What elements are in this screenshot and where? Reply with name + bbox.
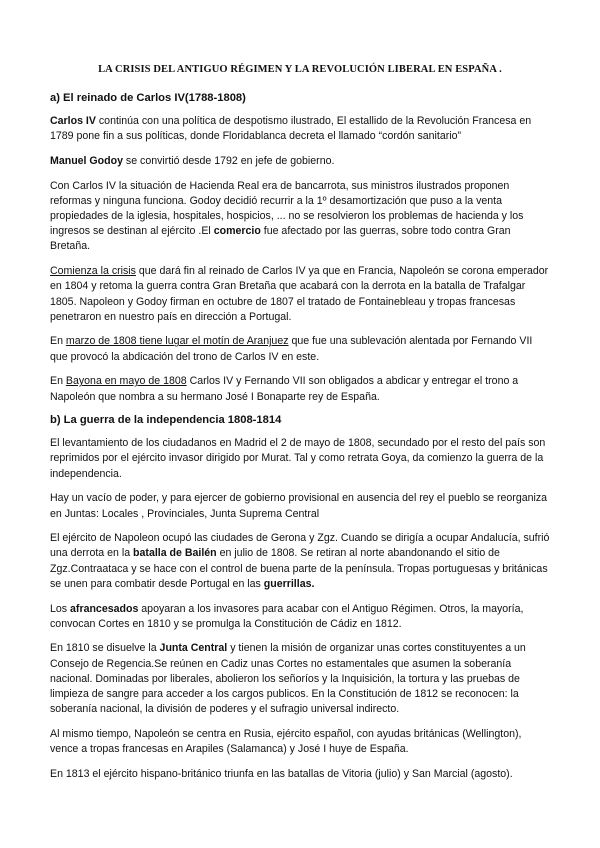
section-b-heading: b) La guerra de la independencia 1808-1814 — [50, 414, 282, 427]
paragraph-rusia: Al mismo tiempo, Napoleón se centra en Rusia, ejército español, con ayudas británicas (Wellington), vence a tropas francesas en Arapiles (Salamanca) y José I huye de España. — [50, 728, 522, 756]
underlined-term: marzo de 1808 tiene lugar el motín de Aranjuez — [65, 335, 289, 348]
title-text: LA CRISIS DEL ANTIGUO RÉGIMEN Y LA REVOLUCIÓN LIBERAL EN ESPAÑA — [98, 64, 497, 75]
paragraph-bayona — [50, 374, 552, 404]
paragraph-text: En 1810 se disuelve la — [50, 642, 160, 655]
paragraph-text: en julio de 1808. Se retiran al norte abandonando el sitio de Zgz.Contraataca y se hace con el control de buena parte de la península. Tropas portuguesas y británicas se unen para combatir desde Portugal en las — [50, 547, 548, 590]
paragraph-text: En — [50, 375, 66, 388]
document-title — [0, 64, 600, 75]
bold-term: comercio — [213, 225, 261, 238]
bold-term: guerrillas. — [263, 577, 315, 590]
paragraph-text: Con Carlos IV la situación de Hacienda Real era de bancarrota, sus ministros ilustrados proponen reformas y ninguna funciona. Godoy decidió recurrir a la 1º desamortización que puso a la venta propiedades de la iglesia, hospitales, hospicios, ... no se resolvieron los problemas de hacienda y los ingresos se destinan al ejército .El — [50, 179, 524, 238]
paragraph-1813: En 1813 el ejército hispano-británico triunfa en las batallas de Vitoria (julio) y San Marcial (agosto). — [50, 767, 513, 780]
paragraph-juntas: Hay un vacío de poder, y para ejercer de gobierno provisional en ausencia del rey el pueblo se reorganiza en Juntas: Locales , Provinciales, Junta Suprema Central — [50, 492, 548, 520]
paragraph-godoy — [50, 154, 552, 169]
paragraph-bailen — [50, 531, 552, 592]
paragraph-carlos-iv — [50, 114, 552, 144]
paragraph-text: y tienen la misión de organizar unas cortes constituyentes a un Consejo de Regencia.Se reúnen en Cadiz unas Cortes no estamentales que asumen la soberanía nacional. Dominadas por liberales, abolieron los señoríos y la Inquisición, la tortura y las pruebas de limpieza de sangre para acceder a los cargos publicos. En la Constitución de 1812 se reconocen: la soberanía nacional, la división de poderes y el sufragio universal indirecto. — [50, 642, 526, 716]
document-body — [50, 92, 552, 792]
paragraph-text: Carlos IV y Fernando VII son obligados a abdicar y entregar el trono a Napoleón que nombra a su hermano José I Bonaparte rey de España. — [50, 375, 519, 403]
underlined-term: Bayona en mayo de 1808 — [65, 375, 187, 388]
paragraph-crisis — [50, 264, 552, 325]
paragraph-text: que fue una sublevación alentada por Fernando VII que provocó la abdicación del trono de Carlos IV en este. — [50, 335, 533, 363]
paragraph-text: que dará fin al reinado de Carlos IV ya que en Francia, Napoleón se corona emperador en 1804 y retoma la guerra contra Gran Bretaña que acabará con la derrota en la batalla de Trafalgar 1805. Napoleon y Godoy firman en octubre de 1807 el tratado de Fontainebleau y tropas francesas penetraron en nuestro país en dirección a Portugal. — [50, 265, 549, 323]
paragraph-text: En — [50, 335, 66, 348]
underlined-term: Comienza la crisis — [50, 265, 136, 278]
section-a-heading: a) El reinado de Carlos IV(1788-1808) — [50, 92, 246, 104]
bold-term: Carlos IV — [50, 115, 96, 127]
bold-term: Junta Central — [159, 642, 228, 655]
bold-term: Manuel Godoy — [50, 154, 123, 167]
paragraph-text: se convirtió desde 1792 en jefe de gobierno. — [122, 154, 335, 167]
paragraph-afrancesados — [50, 602, 552, 632]
bold-term: afrancesados — [70, 602, 139, 615]
paragraph-levantamiento: El levantamiento de los ciudadanos en Madrid el 2 de mayo de 1808, secundado por el resto del país son reprimidos por el ejército invasor dirigido por Murat. Tal y como retrata Goya, da comienzo la guerra de la independencia. — [50, 437, 546, 480]
paragraph-hacienda — [50, 179, 552, 255]
paragraph-text: apoyaran a los invasores para acabar con el Antiguo Régimen. Otros, la mayoría, convocan Cortes en 1810 y se promulga la Constitución de Cádiz en 1812. — [50, 602, 524, 630]
bold-term: batalla de Bailén — [133, 547, 217, 560]
paragraph-junta-central — [50, 641, 552, 717]
paragraph-text: fue afectado por las guerras, sobre todo contra Gran Bretaña. — [50, 225, 511, 253]
paragraph-text: Los — [50, 602, 71, 615]
paragraph-aranjuez — [50, 334, 552, 364]
paragraph-text: El ejército de Napoleon ocupó las ciudades de Gerona y Zgz. Cuando se dirigía a ocupar Andalucía, sufrió una derrota en la — [50, 532, 550, 560]
paragraph-text: continúa con una política de despotismo ilustrado, El estallido de la Revolución Francesa en 1789 pone fin a sus políticas, donde Floridablanca decreta el llamado “cordón sanitario” — [50, 115, 532, 143]
title-suffix: . — [496, 64, 502, 75]
